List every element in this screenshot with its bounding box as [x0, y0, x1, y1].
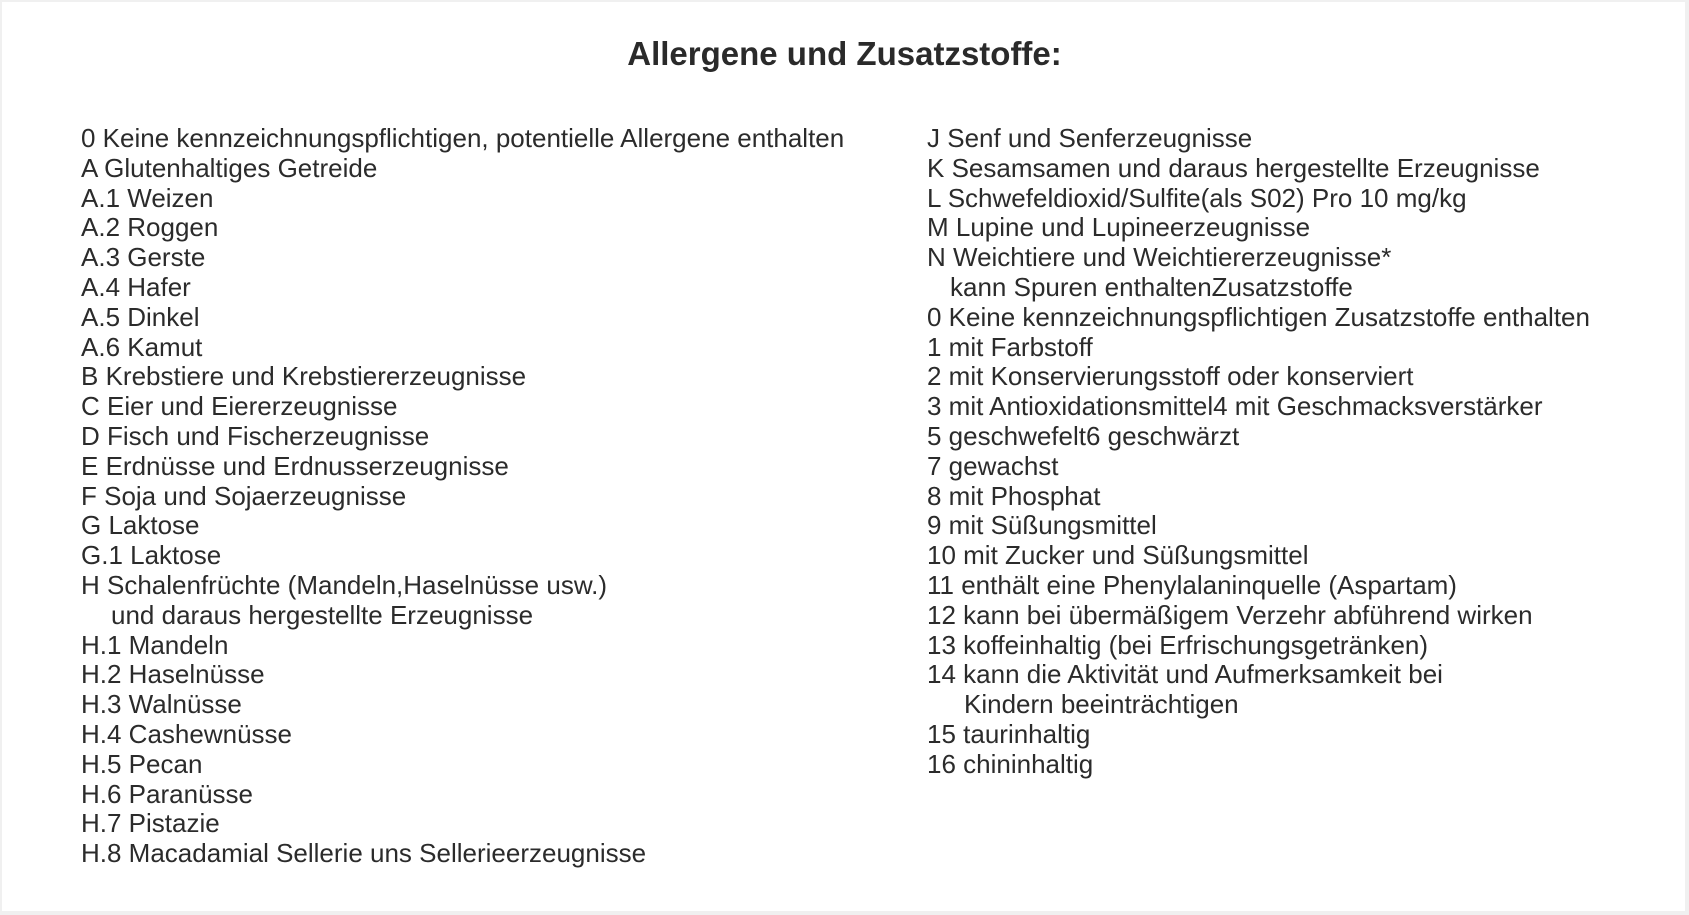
list-item: H Schalenfrüchte (Mandeln,Haselnüsse usw.) [81, 569, 608, 600]
list-item: G Laktose [81, 510, 200, 541]
additive-list [927, 124, 1590, 780]
list-item: 11 enthält eine Phenylalaninquelle (Aspartam) [927, 569, 1457, 600]
list-item: K Sesamsamen und daraus hergestellte Erzeugnisse [927, 152, 1540, 183]
allergen-list [81, 124, 844, 869]
list-item: H.3 Walnüsse [81, 689, 242, 720]
list-item: A.5 Dinkel [81, 301, 200, 332]
list-item-continuation: und daraus hergestellte Erzeugnisse [111, 599, 534, 630]
list-item: 14 kann die Aktivität und Aufmerksamkeit bei [927, 659, 1443, 690]
list-item: 0 Keine kennzeichnungspflichtigen Zusatzstoffe enthalten [927, 301, 1590, 332]
list-item: 9 mit Süßungsmittel [927, 510, 1157, 541]
list-item: A.4 Hafer [81, 271, 191, 302]
list-item: A.1 Weizen [81, 182, 214, 213]
list-item: 5 geschwefelt6 geschwärzt [927, 420, 1240, 451]
list-item: C Eier und Eiererzeugnisse [81, 391, 398, 422]
list-item: B Krebstiere und Krebstiererzeugnisse [81, 361, 527, 392]
list-item: 1 mit Farbstoff [927, 331, 1093, 362]
list-item: H.7 Pistazie [81, 808, 220, 839]
list-item-continuation: kann Spuren enthaltenZusatzstoffe [950, 271, 1353, 302]
list-item: G.1 Laktose [81, 540, 222, 571]
list-item: D Fisch und Fischerzeugnisse [81, 420, 430, 451]
list-item: A.3 Gerste [81, 242, 206, 273]
list-item: 7 gewachst [927, 450, 1059, 481]
list-item: 15 taurinhaltig [927, 718, 1091, 749]
list-item: M Lupine und Lupineerzeugnisse [927, 212, 1311, 243]
list-item: 2 mit Konservierungsstoff oder konserviert [927, 361, 1414, 392]
list-item: J Senf und Senferzeugnisse [927, 123, 1253, 153]
list-item: 13 koffeinhaltig (bei Erfrischungsgetränken) [927, 629, 1429, 660]
list-item: H.6 Paranüsse [81, 778, 253, 809]
list-item: 3 mit Antioxidationsmittel4 mit Geschmacksverstärker [927, 391, 1543, 422]
list-item: N Weichtiere und Weichtiererzeugnisse* [927, 242, 1392, 273]
list-item: F Soja und Sojaerzeugnisse [81, 480, 407, 511]
list-item: L Schwefeldioxid/Sulfite(als S02) Pro 10 mg/kg [927, 182, 1467, 213]
list-item: A Glutenhaltiges Getreide [81, 152, 378, 183]
list-item: 12 kann bei übermäßigem Verzehr abführend wirken [927, 599, 1533, 630]
list-item: 10 mit Zucker und Süßungsmittel [927, 540, 1309, 571]
list-item: H.2 Haselnüsse [81, 659, 265, 690]
list-item: H.1 Mandeln [81, 629, 229, 660]
list-item: 16 chininhaltig [927, 748, 1094, 779]
list-item: A.2 Roggen [81, 212, 219, 243]
page-title: Allergene und Zusatzstoffe: [627, 35, 1062, 72]
list-item: A.6 Kamut [81, 331, 203, 362]
list-item: H.4 Cashewnüsse [81, 718, 292, 749]
list-item: H.8 Macadamial Sellerie uns Sellerieerzeugnisse [81, 838, 647, 869]
list-item: 8 mit Phosphat [927, 480, 1101, 511]
list-item: E Erdnüsse und Erdnusserzeugnisse [81, 450, 509, 481]
list-item: 0 Keine kennzeichnungspflichtigen, potentielle Allergene enthalten [81, 123, 845, 153]
list-item-continuation: Kindern beeinträchtigen [964, 689, 1239, 720]
list-item: H.5 Pecan [81, 748, 203, 779]
